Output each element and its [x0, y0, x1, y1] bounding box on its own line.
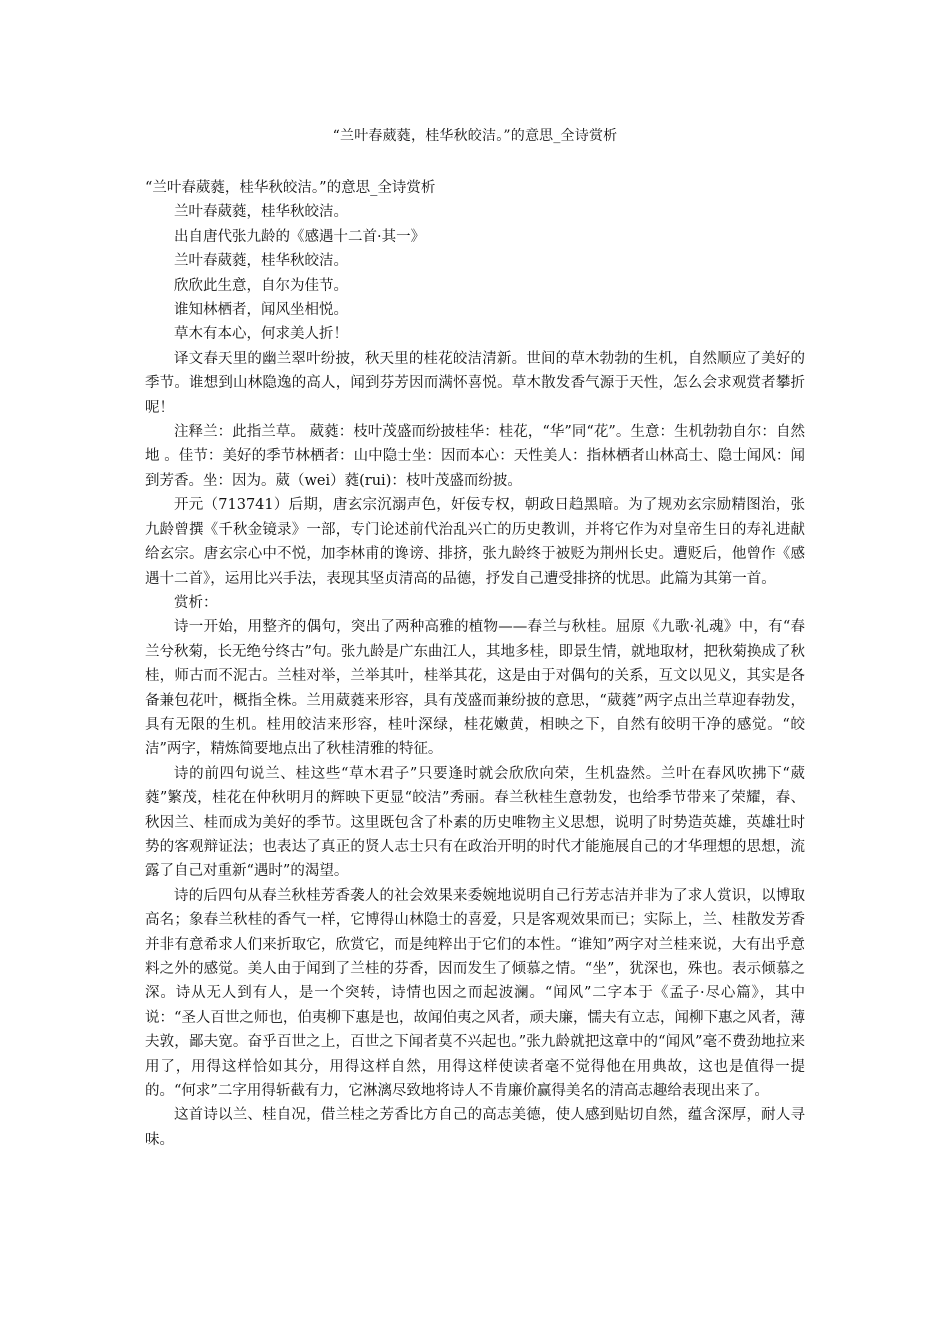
background-paragraph: 开元（713741）后期，唐玄宗沉溺声色，奸佞专权，朝政日趋黑暗。为了规劝玄宗励精图治，张九龄曾撰《千秋金镜录》一部，专门论述前代治乱兴亡的历史教训，并将它作为对皇帝生日的寿礼进献给玄宗。唐玄宗心中不悦，加李林甫的谗谤、排挤，张九龄终于被贬为荆州长史。遭贬后，他曾作《感遇十二首》，运用比兴手法，表现其坚贞清高的品德，抒发自己遭受排挤的忧思。此篇为其第一首。 [145, 497, 805, 587]
heading-line: “兰叶春葳蕤，桂华秋皎洁。”的意思_全诗赏析 [145, 180, 436, 196]
poem-line-4: 草木有本心，何求美人折！ [174, 326, 348, 343]
poem-line-1: 兰叶春葳蕤，桂华秋皎洁。 [174, 253, 348, 270]
document-title: “兰叶春葳蕤，桂华秋皎洁。”的意思_全诗赏析 [332, 128, 618, 144]
quote-line: 兰叶春葳蕤，桂华秋皎洁。 [174, 204, 348, 221]
notes-paragraph: 注释兰：此指兰草。 葳蕤：枝叶茂盛而纷披桂华：桂花，“华”同“花”。生意：生机勃勃自尔：自然地 。佳节：美好的季节林栖者：山中隐士坐：因而本心：天性美人：指林栖者山林高士、隐士闻风：闻到芳香。坐：因为。葳（wei）蕤(rui)：枝叶茂盛而纷披。 [145, 424, 805, 489]
appreciation-paragraph-1: 诗一开始，用整齐的偶句，突出了两种高雅的植物——春兰与秋桂。屈原《九歌·礼魂》中，有“春兰兮秋菊，长无绝兮终古”句。张九龄是广东曲江人，其地多桂，即景生情，就地取材，把秋菊换成了秋桂，师古而不泥古。兰桂对举，兰举其叶，桂举其花，这是由于对偶句的关系，互文以见义，其实是各备兼包花叶，概指全株。兰用葳蕤来形容，具有茂盛而兼纷披的意思，“葳蕤”两字点出兰草迎春勃发，具有无限的生机。桂用皎洁来形容，桂叶深绿，桂花嫩黄，相映之下，自然有皎明干净的感觉。“皎洁”两字，精炼简要地点出了秋桂清雅的特征。 [145, 619, 805, 758]
source-line: 出自唐代张九龄的《感遇十二首·其一》 [174, 228, 426, 245]
poem-line-3: 谁知林栖者，闻风坐相悦。 [174, 302, 348, 319]
appreciation-paragraph-3: 诗的后四句从春兰秋桂芳香袭人的社会效果来委婉地说明自己行芳志洁并非为了求人赏识，以博取高名；象春兰秋桂的香气一样，它博得山林隐士的喜爱，只是客观效果而已；实际上，兰、桂散发芳香并非有意希求人们来折取它，欣赏它，而是纯粹出于它们的本性。“谁知”两字对兰桂来说，大有出乎意料之外的感觉。美人由于闻到了兰桂的芬香，因而发生了倾慕之情。“坐”，犹深也，殊也。表示倾慕之深。诗从无人到有人，是一个突转，诗情也因之而起波澜。“闻风”二字本于《孟子·尽心篇》，其中说：“圣人百世之师也，伯夷柳下惠是也，故闻伯夷之风者，顽夫廉，懦夫有立志，闻柳下惠之风者，薄夫敦，鄙夫宽。奋乎百世之上，百世之下闻者莫不兴起也。”张九龄就把这章中的“闻风”毫不费劲地拉来用了，用得这样恰如其分，用得这样自然，用得这样使读者毫不觉得他在用典故，这也是值得一提的。“何求”二字用得斩截有力，它淋漓尽致地将诗人不肯廉价赢得美名的清高志趣给表现出来了。 [145, 887, 805, 1100]
poem-line-2: 欣欣此生意，自尔为佳节。 [174, 277, 348, 294]
conclusion-paragraph: 这首诗以兰、桂自况，借兰桂之芳香比方自己的高志美德，使人感到贴切自然，蕴含深厚，耐人寻味。 [145, 1107, 805, 1148]
appreciation-heading: 赏析： [174, 594, 218, 611]
translation-paragraph: 译文春天里的幽兰翠叶纷披，秋天里的桂花皎洁清新。世间的草木勃勃的生机，自然顺应了美好的季节。谁想到山林隐逸的高人，闻到芬芳因而满怀喜悦。草木散发香气源于天性，怎么会求观赏者攀折呢！ [145, 350, 805, 416]
document-body [145, 176, 805, 1152]
appreciation-paragraph-2: 诗的前四句说兰、桂这些“草木君子”只要逢时就会欣欣向荣，生机盎然。兰叶在春风吹拂下“葳蕤”繁茂，桂花在仲秋明月的辉映下更显“皎洁”秀丽。春兰秋桂生意勃发，也给季节带来了荣耀，春、秋因兰、桂而成为美好的季节。这里既包含了朴素的历史唯物主义思想，说明了时势造英雄，英雄壮时势的客观辩证法；也表达了真正的贤人志士只有在政治开明的时代才能施展自己的才华理想的思想，流露了自己对重新“遇时”的渴望。 [145, 765, 805, 880]
